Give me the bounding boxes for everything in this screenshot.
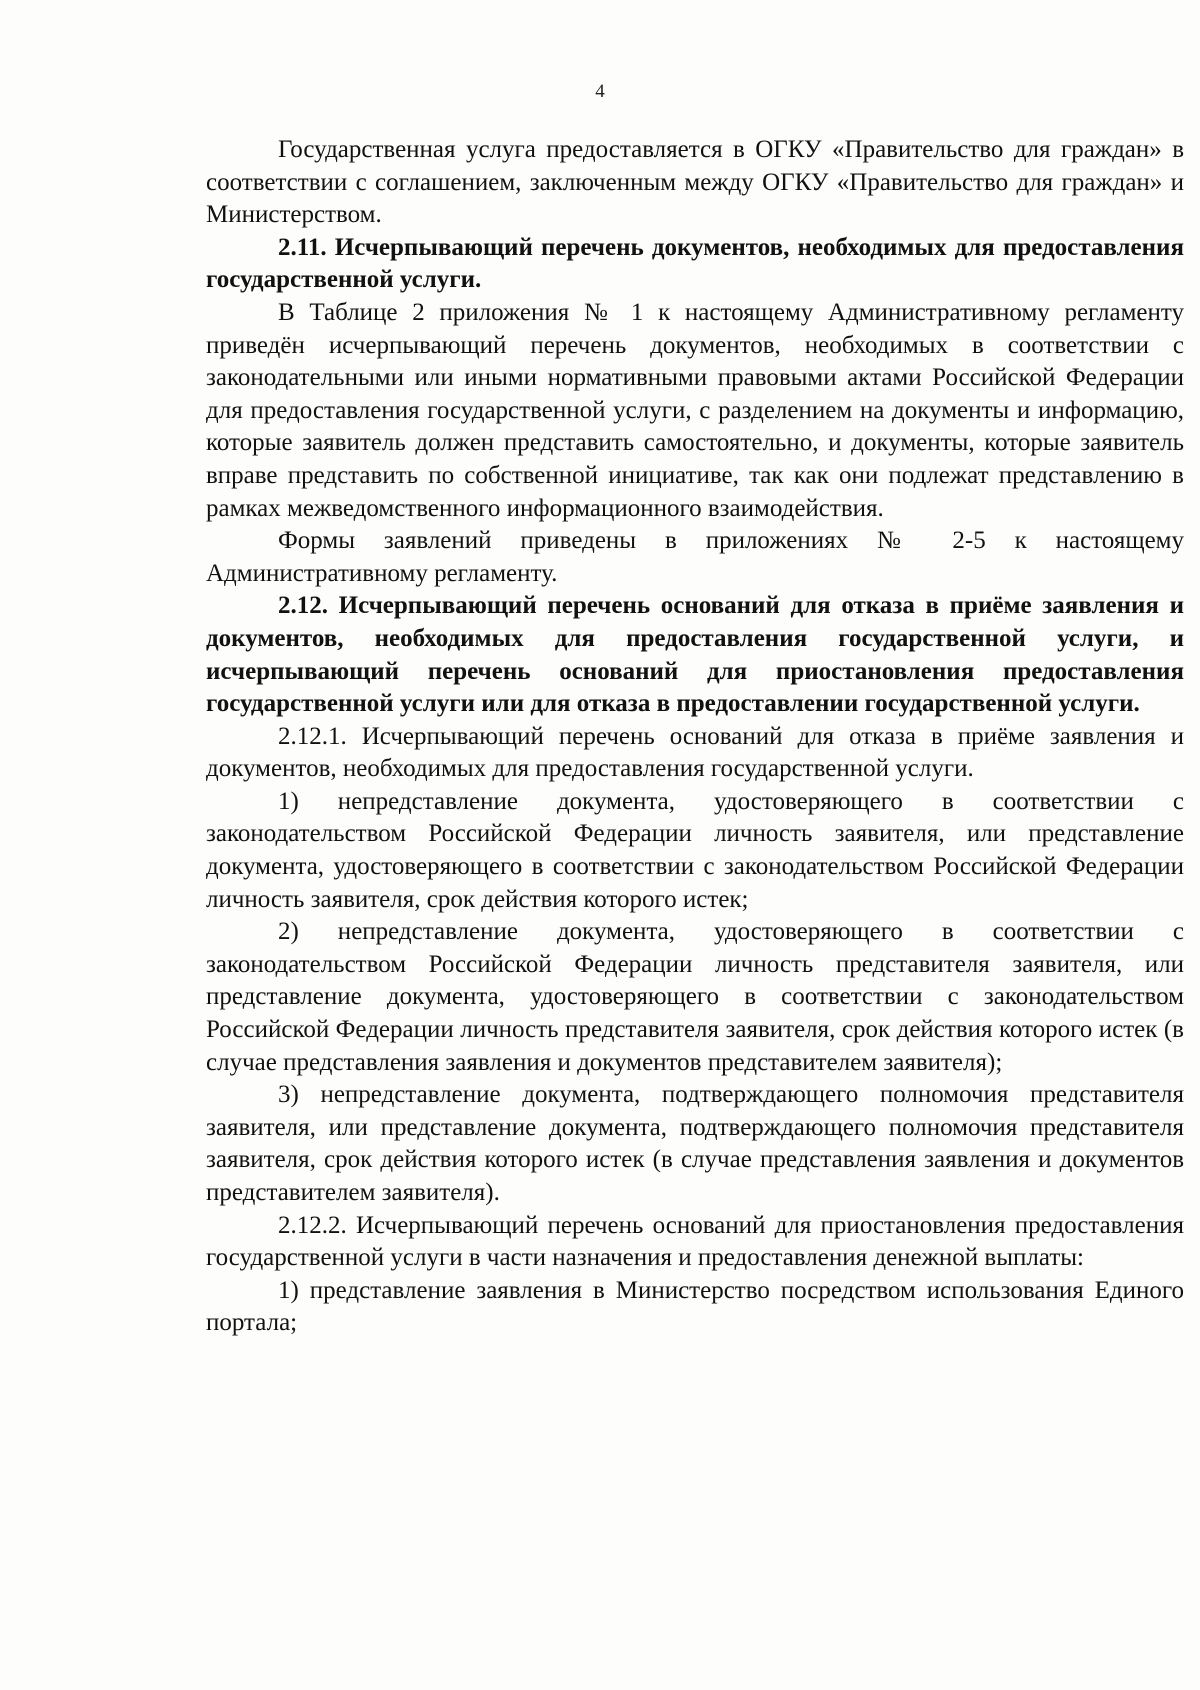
- list-item-2-representative-id: 2) непредставление документа, удостоверяющего в соответствии с законодательством Российской Федерации личность представителя заявителя, или представление документа, удостоверяющего в соответствии с законодательством Российской Федерации личность представителя заявителя, срок действия которого истек (в случае представления заявления и документов представителем заявителя);: [206, 918, 1184, 1076]
- list-item-3-representative-authority: 3) непредставление документа, подтверждающего полномочия представителя заявителя, или представление документа, подтверждающего полномочия представителя заявителя, срок действия которого истек (в случае представления заявления и документов представителем заявителя).: [206, 1081, 1184, 1206]
- paragraph-service-provider: Государственная услуга предоставляется в ОГКУ «Правительство для граждан» в соответствии с соглашением, заключенным между ОГКУ «Правительство для граждан» и Министерством.: [206, 136, 1184, 229]
- paragraph-2-12-1: 2.12.1. Исчерпывающий перечень оснований для отказа в приёме заявления и документов, необходимых для предоставления государственной услуги.: [206, 722, 1184, 783]
- paragraph-table-2-reference: В Таблице 2 приложения № 1 к настоящему Административному регламенту приведён исчерпывающий перечень документов, необходимых в соответствии с законодательными или иными нормативными правовыми актами Российской Федерации для предоставления государственной услуги, с разделением на документы и информацию, которые заявитель должен представить самостоятельно, и документы, которые заявитель вправе представить по собственной инициативе, так как они подлежат представлению в рамках межведомственного информационного взаимодействия.: [206, 298, 1184, 522]
- paragraph-2-12-2: 2.12.2. Исчерпывающий перечень оснований для приостановления предоставления государственной услуги в части назначения и предоставления денежной выплаты:: [206, 1211, 1184, 1272]
- list-item-1-applicant-id: 1) непредставление документа, удостоверяющего в соответствии с законодательством Российской Федерации личность заявителя, или представление документа, удостоверяющего в соответствии с законодательством Российской Федерации личность заявителя, срок действия которого истек;: [206, 787, 1184, 913]
- document-body: [206, 134, 1184, 1340]
- heading-section-2-11: 2.11. Исчерпывающий перечень документов, необходимых для предоставления государственной услуги.: [206, 233, 1184, 294]
- heading-section-2-12: 2.12. Исчерпывающий перечень оснований для отказа в приёме заявления и документов, необходимых для предоставления государственной услуги, и исчерпывающий перечень оснований для приостановления предоставления государственной услуги или для отказа в предоставлении государственной услуги.: [206, 592, 1184, 718]
- paragraph-application-forms: Формы заявлений приведены в приложениях № 2-5 к настоящему Административному регламенту.: [206, 527, 1184, 587]
- page-number: 4: [595, 81, 605, 102]
- list-item-1-unified-portal: 1) представление заявления в Министерство посредством использования Единого портала;: [206, 1276, 1184, 1337]
